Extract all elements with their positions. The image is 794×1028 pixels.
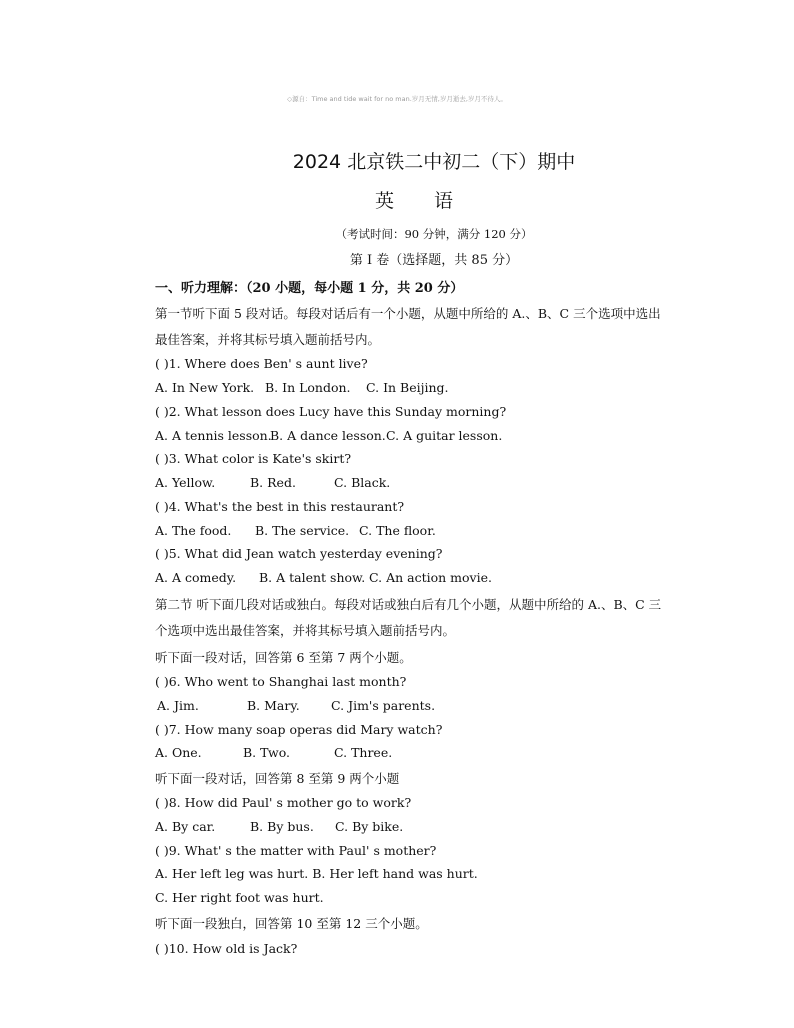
option-a: A. Jim. bbox=[157, 698, 199, 713]
option-a: A. By car. bbox=[155, 819, 216, 834]
option-c: C. A guitar lesson. bbox=[386, 428, 503, 443]
header-watermark-note: ◇源自：Time and tide wait for no man.岁月无情,岁月逝去,岁月不待人。 bbox=[287, 95, 507, 103]
question-8-options bbox=[155, 819, 403, 834]
question-1-options bbox=[155, 380, 449, 395]
question-5: ( )5. What did Jean watch yesterday evening? bbox=[155, 546, 443, 561]
option-b: B. A dance lesson. bbox=[270, 428, 386, 443]
exam-title: 2024 北京铁二中初二（下）期中 bbox=[292, 151, 576, 173]
part2-instruction-line: 第二节 听下面几段对话或独白。每段对话或独白后有几个小题，从题中所给的 A.、B、C 三 bbox=[155, 597, 662, 612]
option-a: A. A tennis lesson. bbox=[155, 428, 272, 443]
question-5-options bbox=[155, 570, 492, 585]
question-9: ( )9. What' s the matter with Paul' s mother? bbox=[155, 843, 437, 858]
question-9-options-line2: C. Her right foot was hurt. bbox=[155, 890, 324, 905]
question-6: ( )6. Who went to Shanghai last month? bbox=[155, 674, 407, 689]
question-1: ( )1. Where does Ben' s aunt live? bbox=[155, 356, 368, 371]
option-c: C. An action movie. bbox=[369, 570, 492, 585]
dialogue-intro-8-9: 听下面一段对话，回答第 8 至第 9 两个小题 bbox=[155, 771, 400, 786]
question-3: ( )3. What color is Kate's skirt? bbox=[155, 451, 352, 466]
option-b: B. Red. bbox=[250, 475, 296, 490]
question-2: ( )2. What lesson does Lucy have this Sunday morning? bbox=[155, 404, 507, 419]
option-c: C. The floor. bbox=[359, 523, 436, 538]
question-4: ( )4. What's the best in this restaurant? bbox=[155, 499, 405, 514]
option-b: B. Two. bbox=[243, 745, 291, 760]
monologue-intro-10-12: 听下面一段独白，回答第 10 至第 12 三个小题。 bbox=[155, 916, 428, 931]
option-c: C. Jim's parents. bbox=[331, 698, 436, 713]
option-a: A. A comedy. bbox=[155, 570, 237, 585]
option-a: A. Yellow. bbox=[155, 475, 216, 490]
option-a: A. In New York. bbox=[155, 380, 255, 395]
option-b: B. Mary. bbox=[247, 698, 300, 713]
option-c: C. In Beijing. bbox=[366, 380, 449, 395]
option-c: C. Three. bbox=[334, 745, 393, 760]
option-b: B. The service. bbox=[255, 523, 350, 538]
question-6-options bbox=[157, 698, 435, 713]
section-heading-listening: 一、听力理解：（20 小题，每小题 1 分，共 20 分） bbox=[155, 281, 464, 296]
part2-instruction-line: 个选项中选出最佳答案，并将其标号填入题前括号内。 bbox=[155, 623, 456, 638]
question-3-options bbox=[155, 475, 390, 490]
option-c: C. By bike. bbox=[335, 819, 404, 834]
question-9-options-line1: A. Her left leg was hurt. B. Her left hand was hurt. bbox=[155, 866, 478, 881]
dialogue-intro-6-7: 听下面一段对话，回答第 6 至第 7 两个小题。 bbox=[155, 650, 412, 665]
option-c: C. Black. bbox=[334, 475, 391, 490]
question-10: ( )10. How old is Jack? bbox=[155, 941, 298, 956]
option-a: A. The food. bbox=[155, 523, 232, 538]
question-8: ( )8. How did Paul' s mother go to work? bbox=[155, 795, 412, 810]
volume-heading: 第 I 卷（选择题，共 85 分） bbox=[349, 253, 519, 268]
exam-info: （考试时间：90 分钟，满分 120 分） bbox=[335, 227, 533, 241]
option-b: B. In London. bbox=[265, 380, 351, 395]
option-b: B. By bus. bbox=[250, 819, 314, 834]
option-b: B. A talent show. bbox=[259, 570, 366, 585]
question-7: ( )7. How many soap operas did Mary watch? bbox=[155, 722, 443, 737]
part1-instruction-line: 第一节听下面 5 段对话。每段对话后有一个小题，从题中所给的 A.、B、C 三个选项中选出 bbox=[155, 306, 661, 321]
question-2-options bbox=[155, 428, 502, 443]
option-a: A. One. bbox=[155, 745, 202, 760]
question-4-options bbox=[155, 523, 436, 538]
exam-subject: 英语 bbox=[374, 190, 493, 212]
question-7-options bbox=[155, 745, 392, 760]
part1-instruction-line: 最佳答案，并将其标号填入题前括号内。 bbox=[155, 332, 381, 347]
